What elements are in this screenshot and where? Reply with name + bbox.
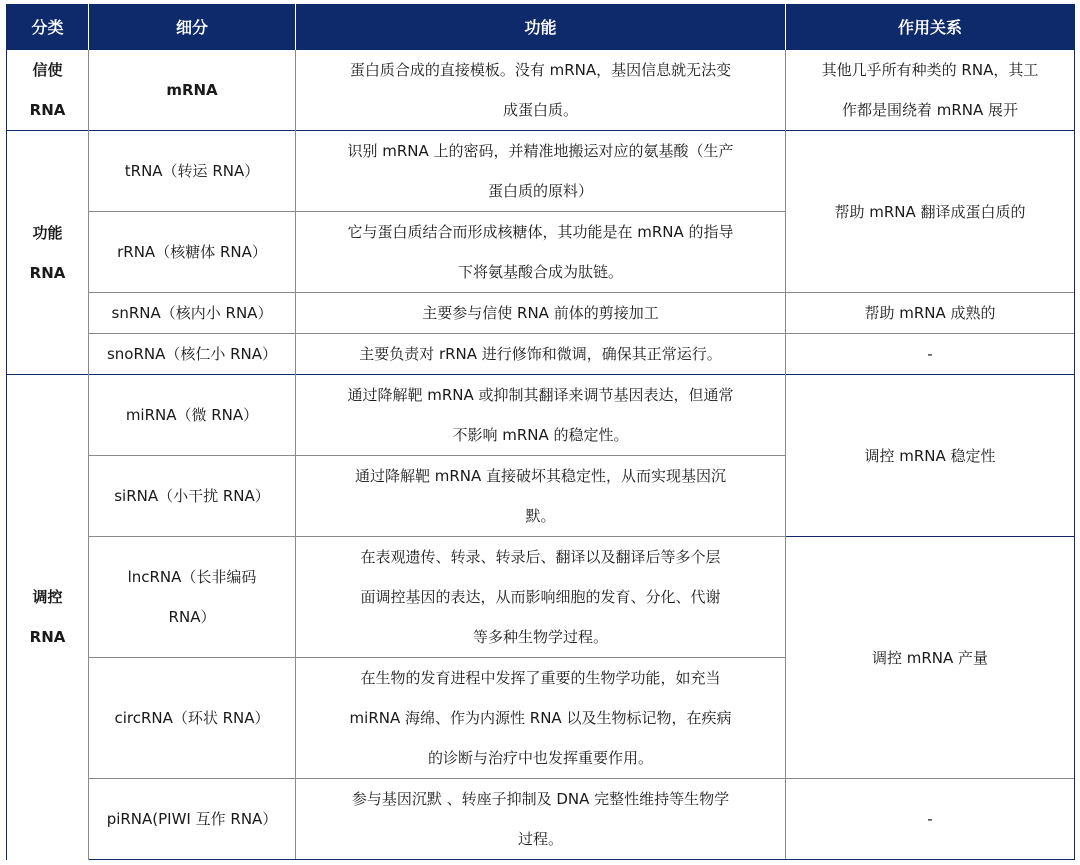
header-function: 功能 [296, 4, 786, 50]
relation-line: 其他几乎所有种类的 RNA，其工 [821, 61, 1039, 79]
subtype-cell: snRNA（核内小 RNA） [89, 293, 296, 334]
function-line: 在表观遗传、转录、转录后、翻译以及翻译后等多个层 [360, 548, 721, 566]
relation-cell: - [786, 334, 1075, 375]
function-line: 等多种生物学过程。 [472, 628, 608, 646]
subtype-cell: piRNA(PIWI 互作 RNA） [89, 779, 296, 860]
subtype-line: lncRNA（长非编码 [127, 568, 257, 586]
category-line: 信使 [32, 61, 63, 79]
header-subtype: 细分 [89, 4, 296, 50]
function-line: 下将氨基酸合成为肽链。 [457, 263, 623, 281]
subtype-line: RNA） [168, 608, 216, 626]
relation-cell [786, 50, 1075, 131]
function-line: 默。 [525, 507, 556, 525]
subtype-cell [89, 537, 296, 658]
table-row [7, 334, 1075, 375]
category-line: RNA [29, 101, 66, 119]
header-category: 分类 [7, 4, 89, 50]
table-row [7, 50, 1075, 131]
relation-cell: 帮助 mRNA 成熟的 [786, 293, 1075, 334]
table-row [7, 131, 1075, 212]
function-cell [296, 658, 786, 779]
table-row [7, 293, 1075, 334]
category-line: RNA [29, 263, 66, 282]
function-cell [296, 131, 786, 212]
relation-line: 作都是围绕着 mRNA 展开 [841, 101, 1019, 119]
function-line: 的诊断与治疗中也发挥重要作用。 [427, 749, 653, 767]
function-line: miRNA 海绵、作为内源性 RNA 以及生物标记物，在疾病 [349, 709, 732, 727]
relation-cell: 调控 mRNA 产量 [786, 537, 1075, 779]
table-row [7, 375, 1075, 456]
subtype-cell: tRNA（转运 RNA） [89, 131, 296, 212]
function-cell [296, 456, 786, 537]
subtype-cell: miRNA（微 RNA） [89, 375, 296, 456]
function-line: 它与蛋白质结合而形成核糖体，其功能是在 mRNA 的指导 [347, 223, 734, 241]
subtype-cell: mRNA [89, 50, 296, 131]
category-regulatory-rna [7, 375, 89, 860]
function-line: 不影响 mRNA 的稳定性。 [452, 426, 629, 444]
function-line: 蛋白质合成的直接模板。没有 mRNA，基因信息就无法变 [349, 61, 732, 79]
category-functional-rna [7, 131, 89, 375]
function-cell [296, 537, 786, 658]
category-line: 功能 [32, 223, 63, 242]
function-line: 蛋白质的原料） [487, 182, 593, 200]
function-cell [296, 779, 786, 860]
header-row [7, 4, 1075, 50]
function-line: 成蛋白质。 [502, 101, 578, 119]
function-line: 面调控基因的表达，从而影响细胞的发育、分化、代谢 [360, 588, 721, 606]
function-line: 在生物的发育进程中发挥了重要的生物学功能，如充当 [360, 669, 721, 687]
function-cell [296, 212, 786, 293]
relation-cell: 调控 mRNA 稳定性 [786, 375, 1075, 537]
function-line: 通过降解靶 mRNA 或抑制其翻译来调节基因表达，但通常 [347, 386, 734, 404]
subtype-cell: siRNA（小干扰 RNA） [89, 456, 296, 537]
function-line: 参与基因沉默 、转座子抑制及 DNA 完整性维持等生物学 [351, 790, 730, 808]
function-cell: 主要负责对 rRNA 进行修饰和微调，确保其正常运行。 [296, 334, 786, 375]
function-line: 过程。 [517, 830, 563, 848]
table-row [7, 779, 1075, 860]
rna-classification-table [6, 4, 1075, 860]
function-cell [296, 50, 786, 131]
subtype-cell: rRNA（核糖体 RNA） [89, 212, 296, 293]
relation-cell: - [786, 779, 1075, 860]
function-line: 识别 mRNA 上的密码，并精准地搬运对应的氨基酸（生产 [347, 142, 734, 160]
header-relation: 作用关系 [786, 4, 1075, 50]
function-cell: 主要参与信使 RNA 前体的剪接加工 [296, 293, 786, 334]
category-messenger-rna [7, 50, 89, 131]
category-line: RNA [29, 628, 66, 647]
relation-cell: 帮助 mRNA 翻译成蛋白质的 [786, 131, 1075, 293]
table-row [7, 537, 1075, 658]
category-line: 调控 [32, 588, 63, 607]
subtype-cell: circRNA（环状 RNA） [89, 658, 296, 779]
function-cell [296, 375, 786, 456]
function-line: 通过降解靶 mRNA 直接破坏其稳定性，从而实现基因沉 [354, 467, 727, 485]
subtype-cell: snoRNA（核仁小 RNA） [89, 334, 296, 375]
